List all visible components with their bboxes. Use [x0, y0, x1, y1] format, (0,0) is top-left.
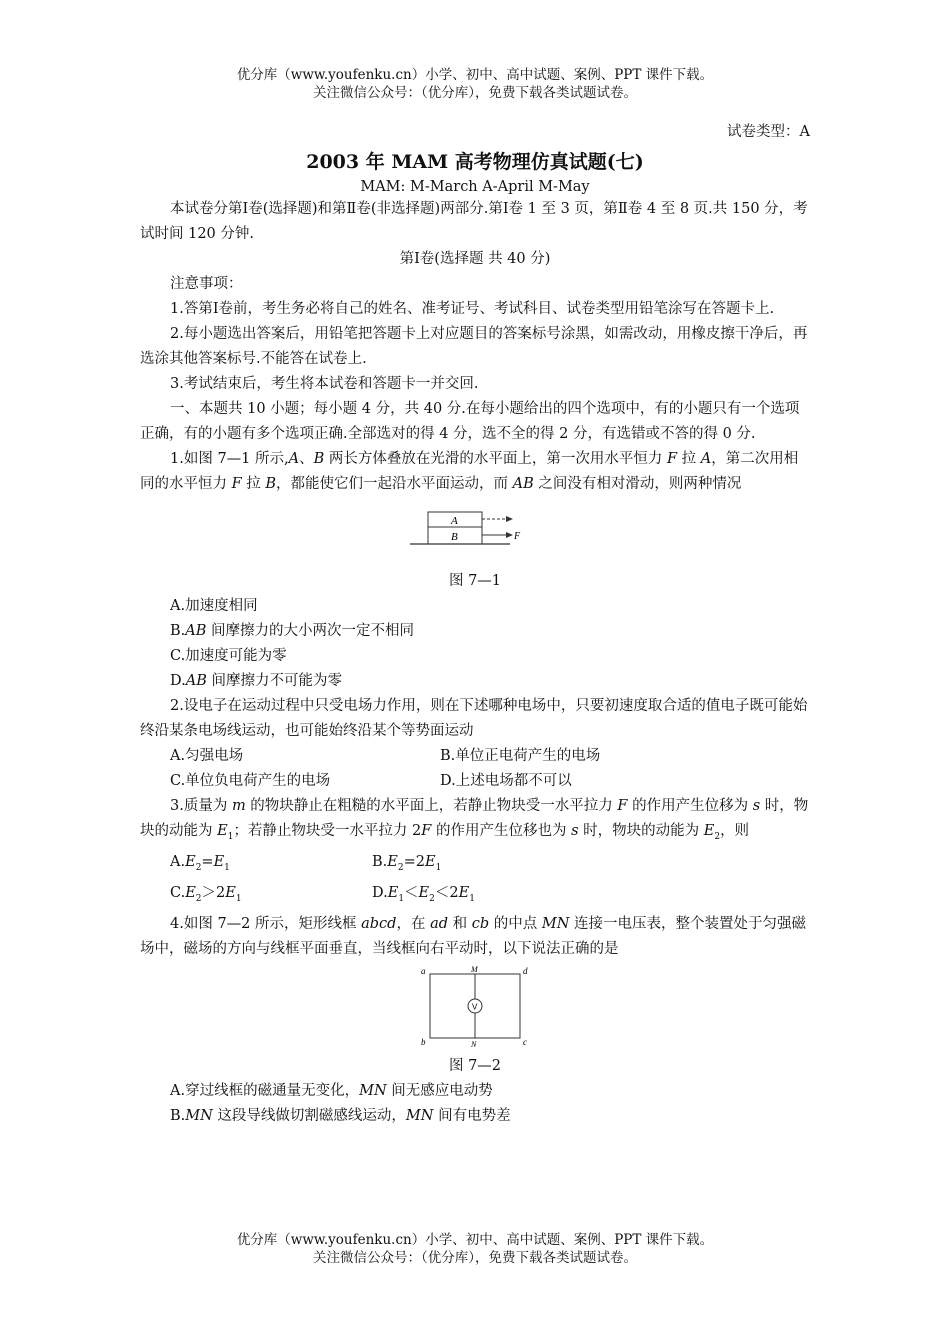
corner-c-label: c — [523, 1036, 527, 1047]
block-b-label: B — [451, 531, 458, 543]
question-2-stem: 2.设电子在运动过程中只受电场力作用，则在下述哪种电场中，只要初速度取合适的值电子既可能始终沿某条电场线运动，也可能始终沿某个等势面运动 — [140, 698, 808, 739]
point-n-label: N — [471, 1039, 477, 1048]
q2-options-row-2 — [140, 769, 810, 794]
voltmeter-label: V — [472, 1002, 478, 1012]
figure-7-1 — [140, 509, 810, 551]
exam-type: 试卷类型：A — [727, 124, 810, 140]
corner-b-label: b — [421, 1036, 426, 1047]
figure-7-2-caption: 图 7—2 — [448, 1057, 502, 1074]
page-title: 2003 年 MAM 高考物理仿真试题(七) — [306, 151, 644, 173]
question-4-stem: 4.如图 7—2 所示，矩形线框 abcd，在 ad 和 cb 的中点 MN 连接一电压表，整个装置处于匀强磁场中，磁场的方向与线框平面垂直，当线框向右平动时，以下说法正确的是 — [140, 915, 807, 957]
header-line-1: 优分库（www.youfenku.cn）小学、初中、高中试题、案例、PPT 课件下载。 — [236, 67, 714, 83]
point-m-label: M — [471, 965, 478, 974]
header-line-2: 关注微信公众号：（优分库），免费下载各类试题试卷。 — [313, 85, 637, 101]
q3-option-d: $D.E_1<E_2<2E_1$ — [372, 884, 475, 904]
note-item: 2.每小题选出答案后，用铅笔把答题卡上对应题目的答案标号涂黑，如需改动，用橡皮擦干净后，再选涂其他答案标号.不能答在试卷上. — [140, 326, 808, 367]
note-item: 1.答第Ⅰ卷前，考生务必将自己的姓名、准考证号、考试科目、试卷类型用铅笔涂写在答题卡上. — [170, 301, 775, 317]
page-header — [0, 66, 950, 102]
q2-option-c: C.单位负电荷产生的电场 — [170, 773, 331, 789]
q2-option-a: A.匀强电场 — [170, 748, 244, 764]
intro-paragraph: 本试卷分第Ⅰ卷(选择题)和第Ⅱ卷(非选择题)两部分.第Ⅰ卷 1 至 3 页，第Ⅱ卷 4 至 8 页.共 150 分，考试时间 120 分钟. — [140, 201, 808, 242]
note-item: 3.考试结束后，考生将本试卷和答题卡一并交回. — [170, 376, 479, 392]
question-3-stem: 3.质量为 m 的物块静止在粗糙的水平面上，若静止物块受一水平拉力 F 的作用产生位移为 s 时，物块的动能为 $E_1$；若静止物块受一水平拉力 2F 的作用产生位移也为 s 时，物块的动能为 $E_2$，则 — [140, 798, 809, 842]
corner-a-label: a — [421, 965, 426, 976]
q1-option-d: D.AB 间摩擦力不可能为零 — [170, 673, 342, 689]
force-f-label: F — [514, 531, 521, 542]
q3-option-c: $C.E_2>2E_1$ — [170, 884, 242, 904]
footer-line-1: 优分库（www.youfenku.cn）小学、初中、高中试题、案例、PPT 课件下载。 — [236, 1232, 714, 1248]
corner-d-label: d — [523, 965, 528, 976]
page-content — [140, 120, 810, 1129]
q3-option-a: $A.E_2=E_1$ — [170, 853, 230, 873]
q1-option-c: C.加速度可能为零 — [170, 648, 287, 664]
figure-7-1-caption: 图 7—1 — [448, 573, 502, 589]
footer-line-2: 关注微信公众号：（优分库），免费下载各类试题试卷。 — [313, 1250, 637, 1266]
q2-option-d: D.上述电场都不可以 — [440, 773, 572, 789]
question-1-stem: 1.如图 7—1 所示,A、B 两长方体叠放在光滑的水平面上，第一次用水平恒力 F 拉 A，第二次用相同的水平恒力 F 拉 B，都能使它们一起沿水平面运动，而 AB 之间没有相对滑动，则两种情况 — [140, 451, 799, 492]
q3-option-b: $B.E_2=2E_1$ — [372, 853, 442, 873]
q3-options-row-1 — [140, 850, 810, 881]
q1-option-a: A.加速度相同 — [170, 598, 258, 614]
figure-7-2 — [140, 966, 810, 1048]
part1-instructions: 一、本题共 10 小题；每小题 4 分，共 40 分.在每小题给出的四个选项中，有的小题只有一个选项正确，有的小题有多个选项正确.全部选对的得 4 分，选不全的得 2 分，有选错或不答的得 0 分. — [140, 401, 800, 442]
q1-option-b: B.AB 间摩擦力的大小两次一定不相同 — [170, 623, 415, 639]
stacked-blocks-diagram — [410, 509, 540, 551]
q4-option-a: A.穿过线框的磁通量无变化，MN 间无感应电动势 — [170, 1082, 493, 1099]
q3-options-row-2 — [140, 881, 810, 912]
rectangular-loop-diagram — [420, 966, 530, 1048]
notes-heading: 注意事项： — [170, 276, 243, 292]
q4-option-b: B.MN 这段导线做切割磁感线运动，MN 间有电势差 — [170, 1107, 511, 1124]
section-title: 第Ⅰ卷(选择题 共 40 分) — [399, 251, 551, 267]
block-a-label: A — [451, 515, 458, 527]
page-footer — [0, 1231, 950, 1267]
page-subtitle: MAM: M-March A-April M-May — [360, 179, 590, 195]
q2-option-b: B.单位正电荷产生的电场 — [440, 748, 601, 764]
q2-options-row-1 — [140, 744, 810, 769]
